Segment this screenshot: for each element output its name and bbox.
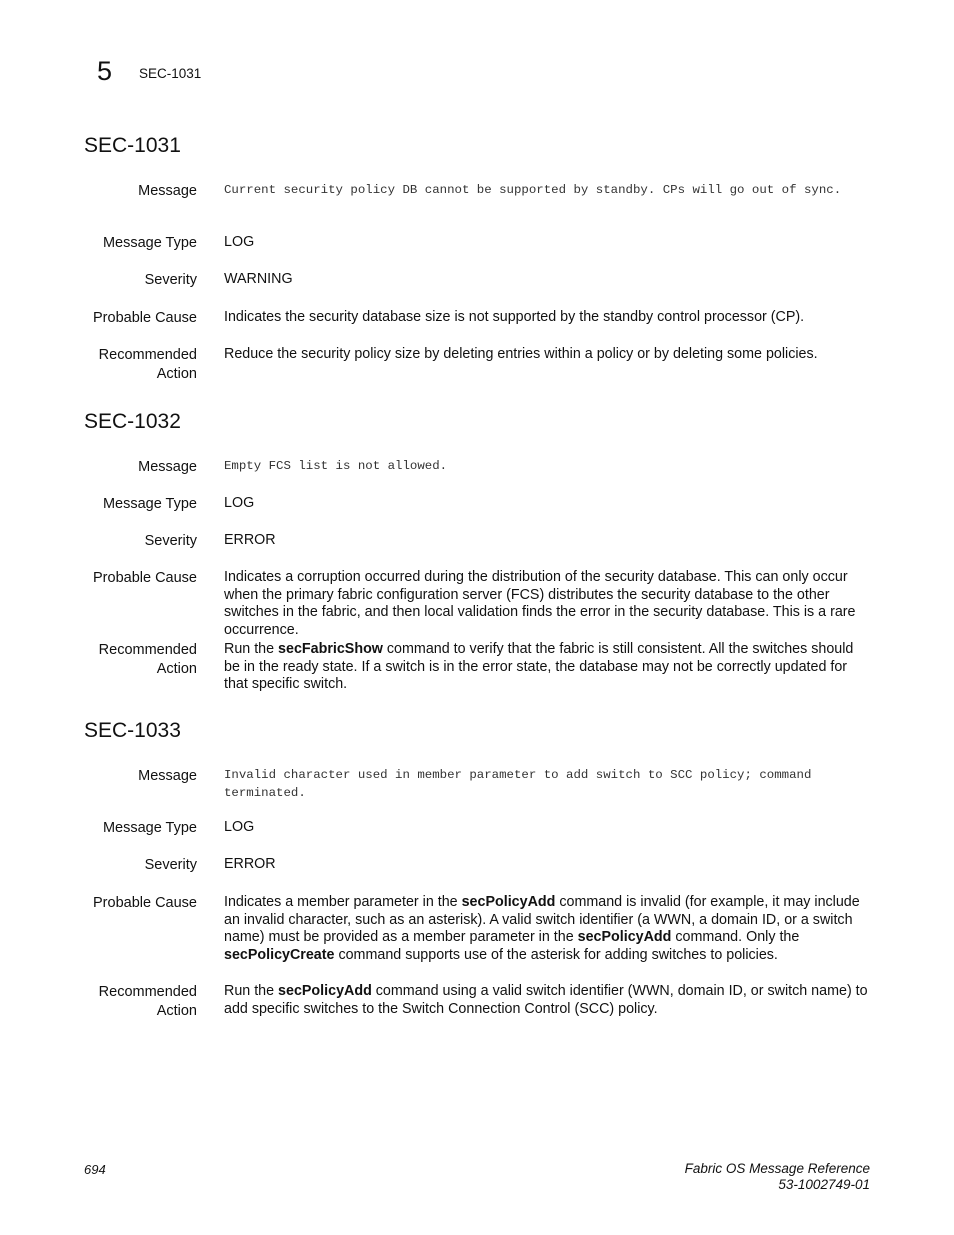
section-title: SEC-1032 xyxy=(84,410,181,433)
severity-value: WARNING xyxy=(224,271,293,287)
recommended-label-line1: Recommended xyxy=(98,642,197,658)
severity-label: Severity xyxy=(144,857,197,873)
severity-label: Severity xyxy=(144,533,197,549)
command-name: secPolicyAdd xyxy=(461,894,556,910)
probable-cause-label: Probable Cause xyxy=(93,570,197,586)
message-type-value: LOG xyxy=(224,495,255,511)
recommended-label-line1: Recommended xyxy=(98,984,197,1000)
text-run: Indicates a member parameter in the xyxy=(224,894,462,910)
recommended-action-label xyxy=(60,346,197,384)
severity-label: Severity xyxy=(144,272,197,288)
page-number: 694 xyxy=(84,1162,106,1177)
message-label: Message xyxy=(138,183,197,199)
recommended-label-line2: Action xyxy=(156,661,197,677)
recommended-action-label xyxy=(60,641,197,679)
recommended-action-text xyxy=(224,983,870,1018)
severity-value: ERROR xyxy=(224,856,276,872)
recommended-action-label xyxy=(60,983,197,1021)
section-title: SEC-1033 xyxy=(84,719,181,742)
text-run: command is invalid (for example, it may include an invalid character, such as an asterisk). A valid switch identifier (a WWN, a domain ID, or a switch name) must be provided as a member parameter in the xyxy=(224,894,860,945)
section-title: SEC-1031 xyxy=(84,134,181,157)
message-type-value: LOG xyxy=(224,819,255,835)
message-text: Invalid character used in member parameter to add switch to SCC policy; command terminated. xyxy=(224,768,812,800)
message-type-label: Message Type xyxy=(102,820,197,836)
message-text: Current security policy DB cannot be supported by standby. CPs will go out of sync. xyxy=(224,183,842,197)
chapter-number: 5 xyxy=(97,56,113,86)
severity-value: ERROR xyxy=(224,532,276,548)
text-run: Run the xyxy=(224,641,279,657)
probable-cause-label: Probable Cause xyxy=(93,310,197,326)
recommended-label-line2: Action xyxy=(156,1003,197,1019)
text-run: command supports use of the asterisk for adding switches to policies. xyxy=(334,946,778,963)
text-run: Run the xyxy=(224,983,279,999)
message-type-label: Message Type xyxy=(102,235,197,251)
message-type-label: Message Type xyxy=(102,496,197,512)
recommended-label-line2: Action xyxy=(156,366,197,382)
message-text: Empty FCS list is not allowed. xyxy=(224,459,448,473)
command-name: secPolicyAdd xyxy=(577,929,672,945)
message-label: Message xyxy=(138,459,197,475)
probable-cause-text: Indicates the security database size is not supported by the standby control processor (CP). xyxy=(224,309,805,325)
recommended-action-text xyxy=(224,641,870,694)
text-run: command to verify that the fabric is still consistent. All the switches should be in the ready state. If a switch is in the error state, the database may not be correctly updated for that specific switch. xyxy=(224,641,854,692)
command-name: secPolicyAdd xyxy=(278,983,372,999)
probable-cause-text: Indicates a corruption occurred during the distribution of the security database. This can only occur when the primary fabric configuration server (FCS) distributes the security database to the other switches in the fabric, and then local validation finds the error in the security database. This is a rare occurrence. xyxy=(224,569,856,638)
footer-doc-info xyxy=(685,1161,870,1193)
recommended-action-text: Reduce the security policy size by deleting entries within a policy or by deleting some policies. xyxy=(224,346,818,362)
probable-cause-label: Probable Cause xyxy=(93,895,197,911)
message-label: Message xyxy=(138,768,197,784)
text-run: command using a valid switch identifier (WWN, domain ID, or switch name) to add specific switches to the Switch Connection Control (SCC) policy. xyxy=(224,983,868,1017)
doc-number: 53-1002749-01 xyxy=(778,1177,870,1192)
command-name: secPolicyCreate xyxy=(224,946,335,963)
message-type-value: LOG xyxy=(224,234,255,250)
running-head: SEC-1031 xyxy=(139,66,202,81)
probable-cause-text xyxy=(224,894,870,964)
text-run: command. Only the xyxy=(671,929,800,945)
book-title: Fabric OS Message Reference xyxy=(684,1161,870,1176)
recommended-label-line1: Recommended xyxy=(98,347,197,363)
command-name: secFabricShow xyxy=(278,641,383,657)
